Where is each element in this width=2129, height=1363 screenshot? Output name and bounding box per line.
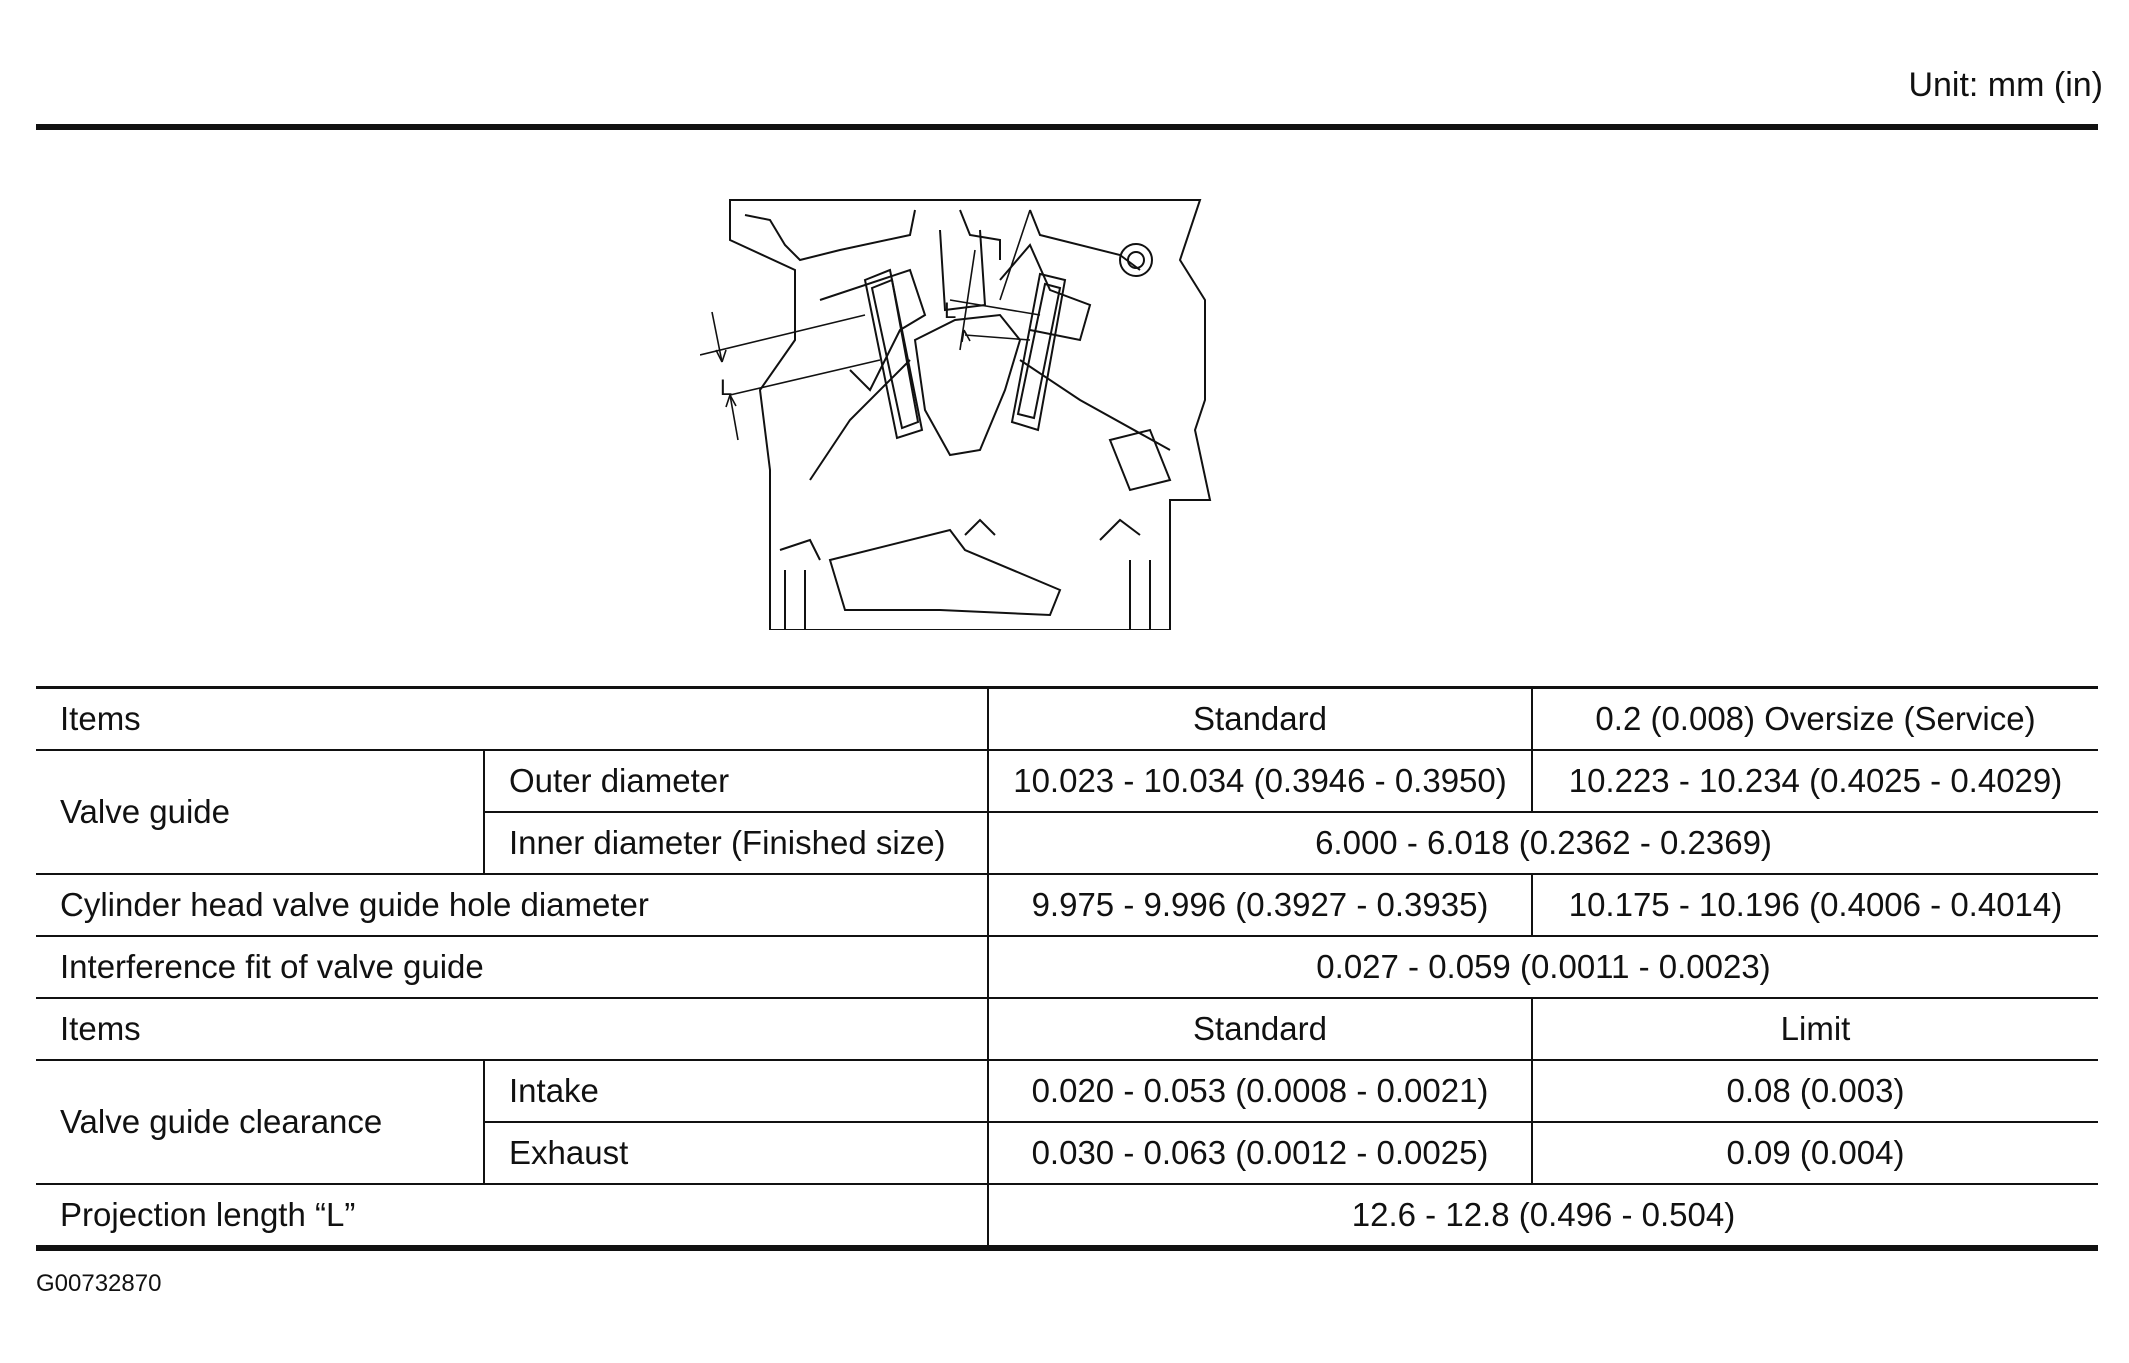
item-interference-fit: Interference fit of valve guide (36, 936, 988, 998)
item-hole-diameter: Cylinder head valve guide hole diameter (36, 874, 988, 936)
intake-standard: 0.020 - 0.053 (0.0008 - 0.0021) (988, 1060, 1532, 1122)
table-row (36, 1060, 2098, 1122)
exhaust-limit: 0.09 (0.004) (1532, 1122, 2098, 1184)
item-intake: Intake (484, 1060, 988, 1122)
header-oversize: 0.2 (0.008) Oversize (Service) (1532, 688, 2098, 751)
table-row (36, 1184, 2098, 1248)
item-exhaust: Exhaust (484, 1122, 988, 1184)
table-row (36, 874, 2098, 936)
table-row (36, 998, 2098, 1060)
right-valve-guide (1012, 274, 1065, 430)
outer-diameter-oversize: 10.223 - 10.234 (0.4025 - 0.4029) (1532, 750, 2098, 812)
item-inner-diameter: Inner diameter (Finished size) (484, 812, 988, 874)
header-standard-2: Standard (988, 998, 1532, 1060)
top-rule (36, 124, 2098, 130)
table-row (36, 688, 2098, 751)
header-items-2: Items (36, 998, 988, 1060)
interference-fit-value: 0.027 - 0.059 (0.0011 - 0.0023) (988, 936, 2098, 998)
valve-guide-spec-table (36, 686, 2098, 1251)
figure-code: G00732870 (36, 1270, 162, 1297)
hole-diameter-standard: 9.975 - 9.996 (0.3927 - 0.3935) (988, 874, 1532, 936)
header-items: Items (36, 688, 988, 751)
inner-diameter-value: 6.000 - 6.018 (0.2362 - 0.2369) (988, 812, 2098, 874)
header-standard: Standard (988, 688, 1532, 751)
item-outer-diameter: Outer diameter (484, 750, 988, 812)
exhaust-standard: 0.030 - 0.063 (0.0012 - 0.0025) (988, 1122, 1532, 1184)
intake-limit: 0.08 (0.003) (1532, 1060, 2098, 1122)
table-row (36, 750, 2098, 812)
dimension-label-left: L (720, 375, 733, 400)
dimension-label-right: L (944, 298, 957, 323)
group-valve-guide: Valve guide (36, 750, 484, 874)
outer-diameter-standard: 10.023 - 10.034 (0.3946 - 0.3950) (988, 750, 1532, 812)
projection-length-value: 12.6 - 12.8 (0.496 - 0.504) (988, 1184, 2098, 1248)
unit-label: Unit: mm (in) (1908, 66, 2103, 104)
header-limit: Limit (1532, 998, 2098, 1060)
cylinder-head-cross-section-drawing (700, 190, 1420, 630)
item-projection-length: Projection length “L” (36, 1184, 988, 1248)
left-valve-guide (865, 270, 922, 438)
group-valve-guide-clearance: Valve guide clearance (36, 1060, 484, 1184)
table-row (36, 936, 2098, 998)
hole-diameter-oversize: 10.175 - 10.196 (0.4006 - 0.4014) (1532, 874, 2098, 936)
